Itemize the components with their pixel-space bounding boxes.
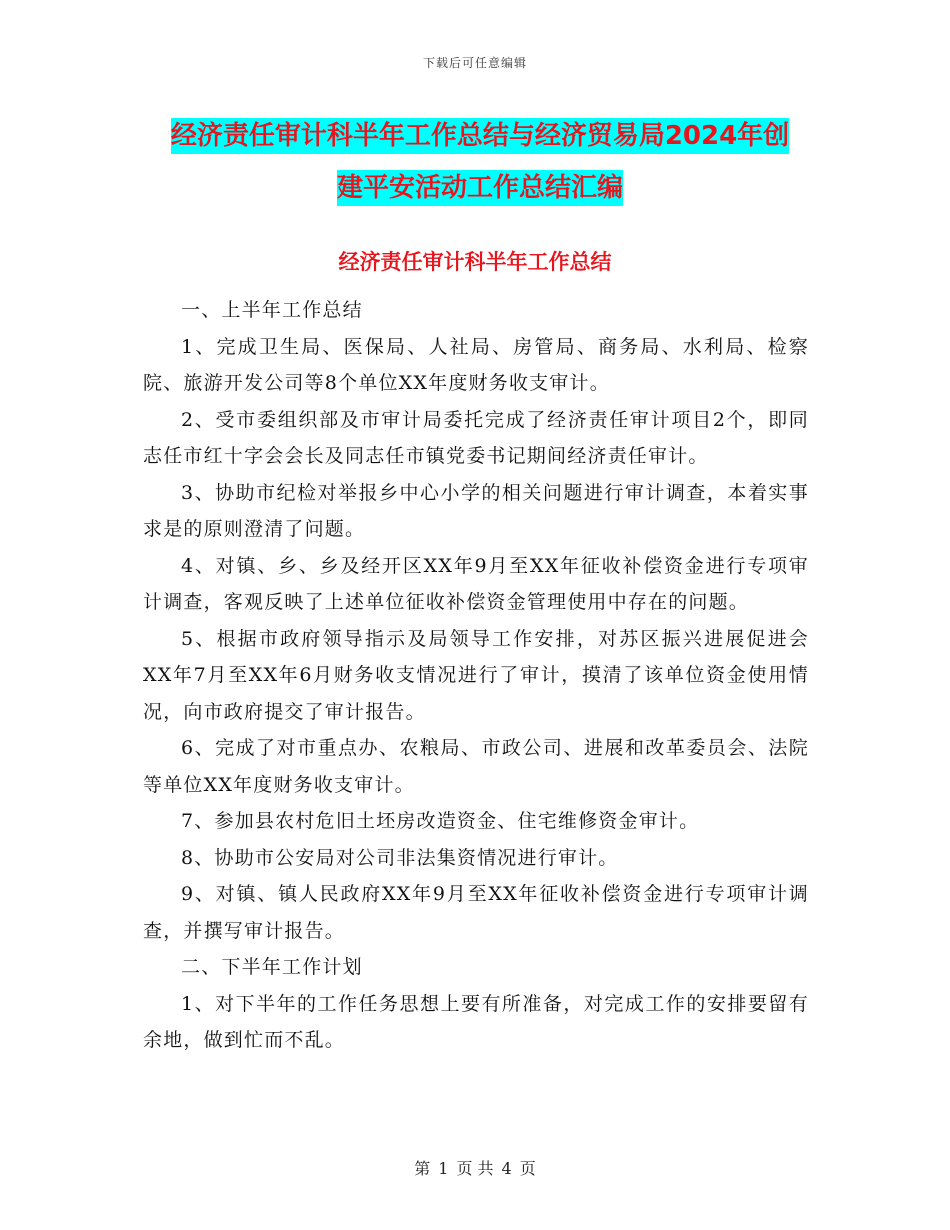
list-item: 7、参加县农村危旧土坯房改造资金、住宅维修资金审计。 [181, 810, 700, 832]
section-title: 经济责任审计科半年工作总结 [338, 250, 612, 274]
list-item: 2、受市委组织部及市审计局委托完成了经济责任审计项目2个，即同志任市红十字会会长及同志任市镇党委书记期间经济责任审计。 [143, 408, 809, 467]
list-item: 5、根据市政府领导指示及局领导工作安排，对苏区振兴进展促进会XX年7月至XX年6月财务收支情况进行了审计，摸清了该单位资金使用情况，向市政府提交了审计报告。 [143, 627, 809, 723]
section-heading-2: 二、下半年工作计划 [181, 956, 363, 978]
body-text [143, 292, 809, 1059]
section-heading-1: 一、上半年工作总结 [181, 299, 363, 321]
footer-prefix: 第 [414, 1159, 431, 1178]
page-total: 4 [501, 1159, 512, 1178]
footer-middle: 页 共 [456, 1159, 494, 1178]
title-line-2: 建平安活动工作总结汇编 [337, 170, 623, 206]
list-item: 4、对镇、乡、乡及经开区XX年9月至XX年征收补偿资金进行专项审计调查，客观反映了上述单位征收补偿资金管理使用中存在的问题。 [143, 554, 809, 613]
list-item: 8、协助市公安局对公司非法集资情况进行审计。 [181, 846, 619, 869]
page-footer [0, 1156, 950, 1179]
list-item: 6、完成了对市重点办、农粮局、市政公司、进展和改革委员会、法院等单位XX年度财务收支审计。 [143, 737, 809, 796]
page-number: 1 [438, 1159, 449, 1178]
list-item: 3、协助市纪检对举报乡中心小学的相关问题进行审计调查，本着实事求是的原则澄清了问题。 [143, 481, 809, 540]
document-title [120, 110, 840, 214]
list-item: 1、完成卫生局、医保局、人社局、房管局、商务局、水利局、检察院、旅游开发公司等8个单位XX年度财务收支审计。 [143, 335, 809, 394]
header-note: 下载后可任意编辑 [422, 56, 527, 70]
list-item: 9、对镇、镇人民政府XX年9月至XX年征收补偿资金进行专项审计调查，并撰写审计报告。 [143, 883, 809, 942]
title-line-1: 经济责任审计科半年工作总结与经济贸易局2024年创 [171, 118, 789, 154]
footer-suffix: 页 [519, 1159, 536, 1178]
list-item: 1、对下半年的工作任务思想上要有所准备，对完成工作的安排要留有余地，做到忙而不乱。 [143, 992, 809, 1051]
